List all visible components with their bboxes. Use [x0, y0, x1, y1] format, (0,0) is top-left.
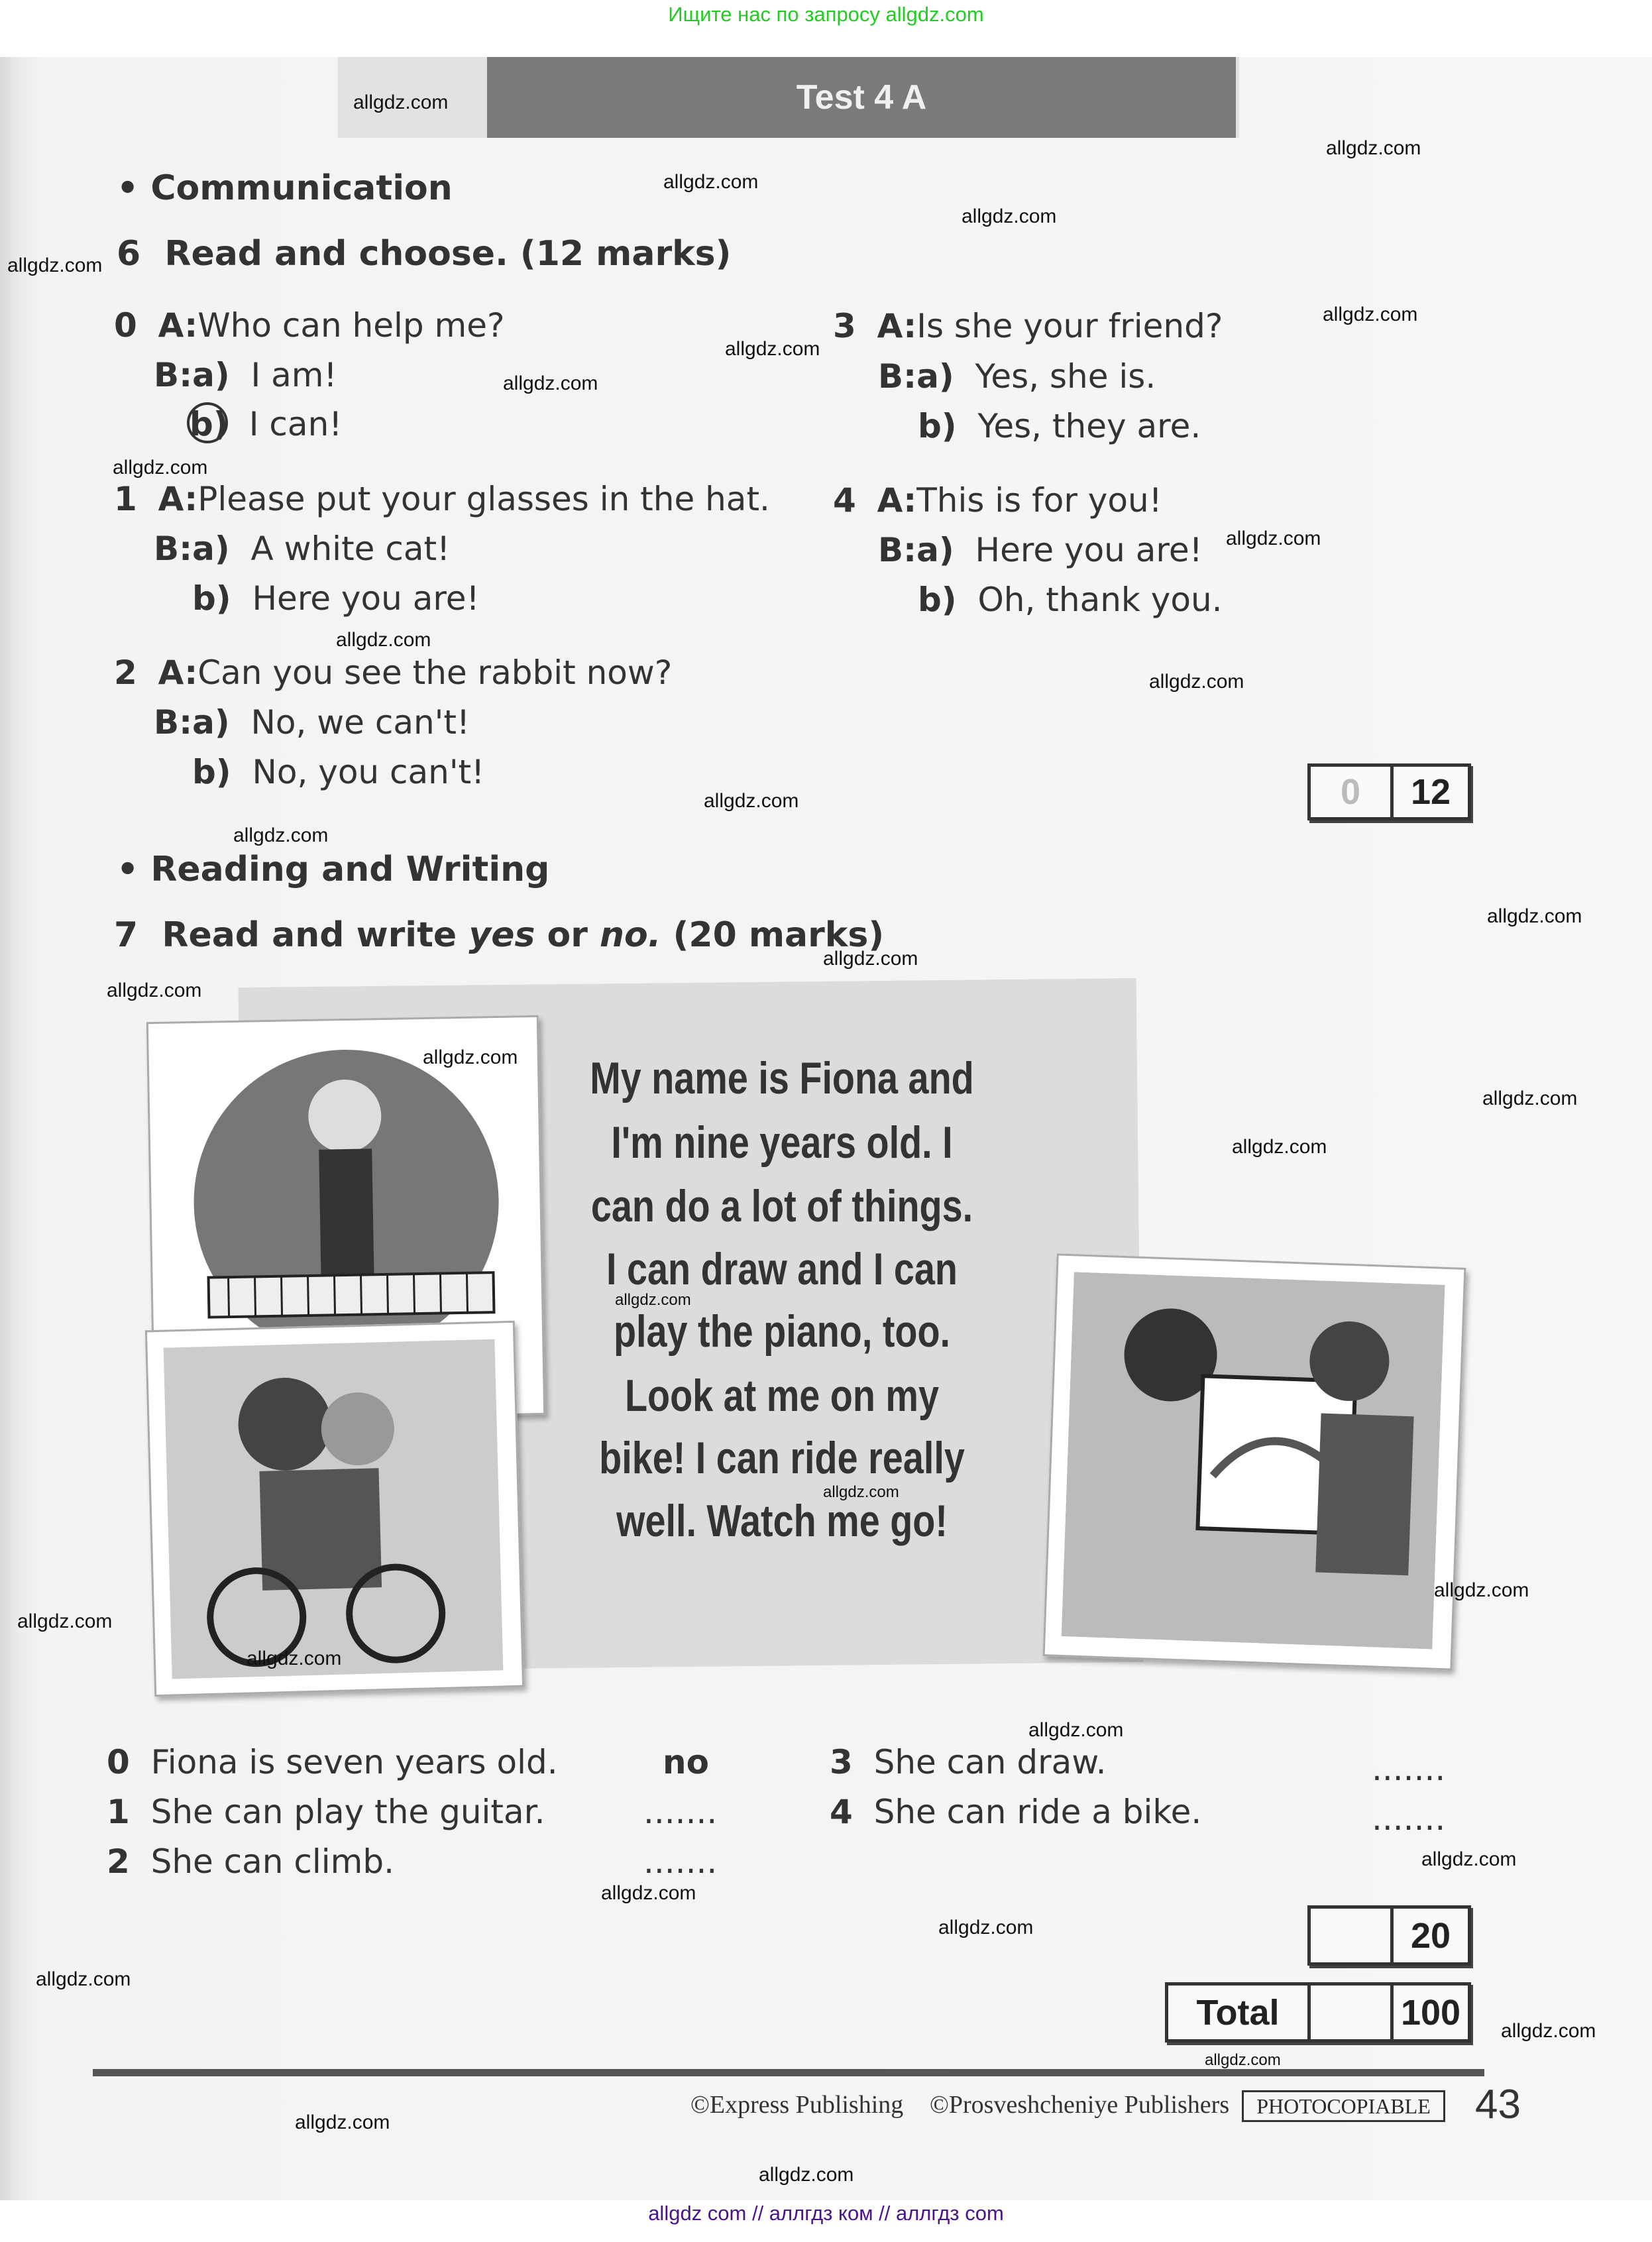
photo-fiona-bike: [145, 1321, 524, 1697]
score-earned[interactable]: 0: [1311, 767, 1394, 817]
q-number: 2: [114, 653, 137, 692]
task-no: no.: [600, 915, 661, 955]
s-number: 1: [107, 1793, 130, 1831]
watermark: allgdz.com: [1501, 2020, 1596, 2042]
s-text: She can ride a bike.: [873, 1793, 1202, 1831]
option-label: a): [916, 531, 954, 569]
task-marks: (20 marks): [673, 915, 885, 955]
total-earned[interactable]: [1311, 1986, 1394, 2039]
answer-blank-4[interactable]: .......: [1372, 1799, 1446, 1838]
option-label: b): [192, 579, 231, 618]
watermark: allgdz.com: [725, 338, 820, 360]
watermark: allgdz.com: [1205, 2051, 1281, 2069]
answer-0: no: [663, 1743, 709, 1781]
question-0: [114, 306, 505, 345]
watermark: allgdz.com: [503, 372, 598, 394]
watermark: allgdz.com: [7, 254, 103, 276]
watermark: allgdz.com: [233, 824, 329, 846]
answer-0a: [154, 356, 337, 394]
option-label: a): [192, 356, 230, 394]
option-text: Oh, thank you.: [977, 581, 1223, 619]
watermark: allgdz.com: [938, 1917, 1034, 1938]
s-number: 4: [830, 1793, 853, 1831]
q-text: This is for you!: [916, 481, 1162, 520]
q-text: Can you see the rabbit now?: [197, 653, 673, 692]
answer-1a[interactable]: [154, 530, 450, 568]
watermark: allgdz.com: [601, 1882, 696, 1904]
bottom-banner-link[interactable]: allgdz com // аллгдз ком // аллгдз com: [648, 2202, 1004, 2225]
note-line: bike! I can ride really: [599, 1433, 965, 1483]
statement-3: [830, 1743, 1107, 1781]
speaker-a: A:: [877, 481, 917, 520]
footer-rule: [93, 2069, 1484, 2076]
watermark: allgdz.com: [759, 2164, 854, 2186]
answer-blank-1[interactable]: .......: [643, 1793, 718, 1831]
task-number: 6: [117, 234, 141, 274]
q-number: 0: [114, 306, 137, 345]
watermark: allgdz.com: [962, 205, 1057, 227]
score-max: 12: [1410, 772, 1451, 812]
watermark: allgdz.com: [663, 171, 759, 193]
answer-2a[interactable]: [154, 703, 470, 742]
watermark: allgdz.com: [1028, 1719, 1124, 1741]
total-score-box: [1165, 1982, 1471, 2043]
statement-1: [107, 1793, 545, 1831]
note-line: play the piano, too.: [613, 1306, 951, 1357]
publisher-prosveshcheniye: ©Prosveshcheniye Publishers: [930, 2091, 1230, 2119]
watermark: allgdz.com: [336, 629, 431, 651]
question-3: [833, 307, 1223, 345]
s-text: Fiona is seven years old.: [150, 1743, 558, 1781]
speaker-a: A:: [158, 480, 198, 518]
answer-3b[interactable]: [918, 407, 1201, 445]
option-text: A white cat!: [250, 530, 451, 568]
page-number: 43: [1475, 2082, 1521, 2127]
watermark: allgdz.com: [823, 948, 918, 970]
watermark: allgdz.com: [113, 457, 208, 478]
option-text: Yes, they are.: [977, 407, 1201, 445]
watermark: allgdz.com: [295, 2111, 390, 2133]
speaker-a: A:: [158, 653, 198, 692]
s-number: 2: [107, 1842, 130, 1881]
option-label: a): [192, 703, 230, 742]
task-number: 7: [114, 915, 138, 955]
speaker-b: B:: [154, 703, 193, 742]
photocopiable-badge: PHOTOCOPIABLE: [1242, 2090, 1445, 2122]
watermark: allgdz.com: [423, 1046, 518, 1068]
option-text: I am!: [250, 356, 337, 394]
s-number: 0: [107, 1743, 130, 1781]
watermark: allgdz.com: [36, 1968, 131, 1990]
score-earned[interactable]: [1311, 1909, 1394, 1962]
watermark: allgdz.com: [1149, 671, 1244, 693]
option-text: Yes, she is.: [975, 357, 1156, 396]
watermark: allgdz.com: [823, 1483, 899, 1501]
speaker-b: B:: [878, 357, 917, 396]
speaker-a: A:: [877, 307, 917, 345]
score-box-task-7: [1307, 1905, 1471, 1966]
note-line: My name is Fiona and: [590, 1053, 974, 1103]
watermark: allgdz.com: [107, 980, 202, 1001]
note-line: I can draw and I can: [606, 1244, 958, 1294]
task-instruction: Read and choose. (12 marks): [164, 234, 732, 274]
q-text: Is she your friend?: [916, 307, 1223, 345]
test-title-text: Test 4 A: [796, 78, 927, 117]
watermark: allgdz.com: [1232, 1136, 1327, 1158]
question-1: [114, 480, 770, 518]
speaker-a: A:: [158, 306, 198, 345]
answer-1b[interactable]: [192, 579, 480, 618]
watermark: allgdz.com: [17, 1610, 113, 1632]
watermark: allgdz.com: [353, 91, 449, 113]
answer-blank-3[interactable]: .......: [1372, 1750, 1446, 1788]
girl-bike-illustration: [164, 1339, 504, 1679]
note-line: can do a lot of things.: [590, 1181, 973, 1231]
q-text: Who can help me?: [197, 306, 505, 345]
option-text: I can!: [248, 405, 343, 443]
answer-4a[interactable]: [878, 531, 1203, 569]
answer-2b[interactable]: [192, 753, 484, 791]
circled-option: b): [187, 402, 228, 443]
option-text: Here you are!: [975, 531, 1203, 569]
option-label: b): [192, 753, 231, 791]
test-title: [487, 57, 1236, 138]
publisher-express: ©Express Publishing: [690, 2091, 904, 2119]
watermark: allgdz.com: [1421, 1848, 1517, 1870]
girl-drawing-illustration: [1062, 1272, 1445, 1649]
score-box-task-6: [1307, 763, 1471, 820]
s-text: She can play the guitar.: [150, 1793, 545, 1831]
section-title: Reading and Writing: [150, 850, 550, 889]
statement-2: [107, 1842, 394, 1881]
answer-3a[interactable]: [878, 357, 1156, 396]
task-7-heading: [114, 915, 884, 955]
option-label: a): [192, 530, 230, 568]
statement-0: [107, 1743, 558, 1781]
q-number: 4: [833, 481, 856, 520]
s-text: She can climb.: [150, 1842, 395, 1881]
option-label: b): [918, 407, 957, 445]
option-text: No, we can't!: [250, 703, 470, 742]
task-6-heading: [117, 234, 731, 274]
total-max: 100: [1400, 1992, 1461, 2033]
section-title: Communication: [150, 168, 453, 208]
q-text: Please put your glasses in the hat.: [197, 480, 770, 518]
watermark: allgdz.com: [247, 1648, 342, 1669]
option-text: No, you can't!: [252, 753, 485, 791]
s-text: She can draw.: [873, 1743, 1107, 1781]
watermark: allgdz.com: [615, 1291, 691, 1309]
q-number: 3: [833, 307, 856, 345]
note-line: Look at me on my: [624, 1371, 940, 1421]
option-label: a): [916, 357, 954, 396]
speaker-b: B:: [878, 531, 917, 569]
question-2: [114, 653, 672, 692]
section-reading-writing: • Reading and Writing: [117, 850, 550, 889]
watermark: allgdz.com: [1323, 304, 1418, 325]
total-label: Total: [1168, 1986, 1311, 2039]
watermark: allgdz.com: [1226, 528, 1321, 549]
photo-fiona-drawing: [1043, 1253, 1466, 1670]
score-max: 20: [1410, 1915, 1451, 1956]
task-instruction: Read and write: [162, 915, 457, 955]
statement-4: [830, 1793, 1201, 1831]
speaker-b: B:: [154, 530, 193, 568]
task-yes: yes: [468, 915, 535, 955]
watermark: allgdz.com: [1487, 905, 1582, 927]
answer-0b[interactable]: [192, 402, 342, 443]
task-or: or: [547, 915, 588, 955]
watermark: allgdz.com: [1482, 1088, 1578, 1109]
watermark: allgdz.com: [1326, 137, 1421, 159]
note-line: well. Watch me go!: [616, 1496, 948, 1546]
top-banner-link[interactable]: Ищите нас по запросу allgdz.com: [668, 3, 984, 26]
option-label: b): [918, 581, 957, 619]
section-communication: • Communication: [117, 168, 453, 208]
watermark: allgdz.com: [704, 790, 799, 812]
answer-blank-2[interactable]: .......: [643, 1842, 718, 1881]
question-4: [833, 481, 1162, 520]
q-number: 1: [114, 480, 137, 518]
s-number: 3: [830, 1743, 853, 1781]
watermark: allgdz.com: [1434, 1579, 1529, 1601]
note-line: I'm nine years old. I: [611, 1117, 953, 1168]
speaker-b: B:: [154, 356, 193, 394]
answer-4b[interactable]: [918, 581, 1223, 619]
option-text: Here you are!: [252, 579, 480, 618]
